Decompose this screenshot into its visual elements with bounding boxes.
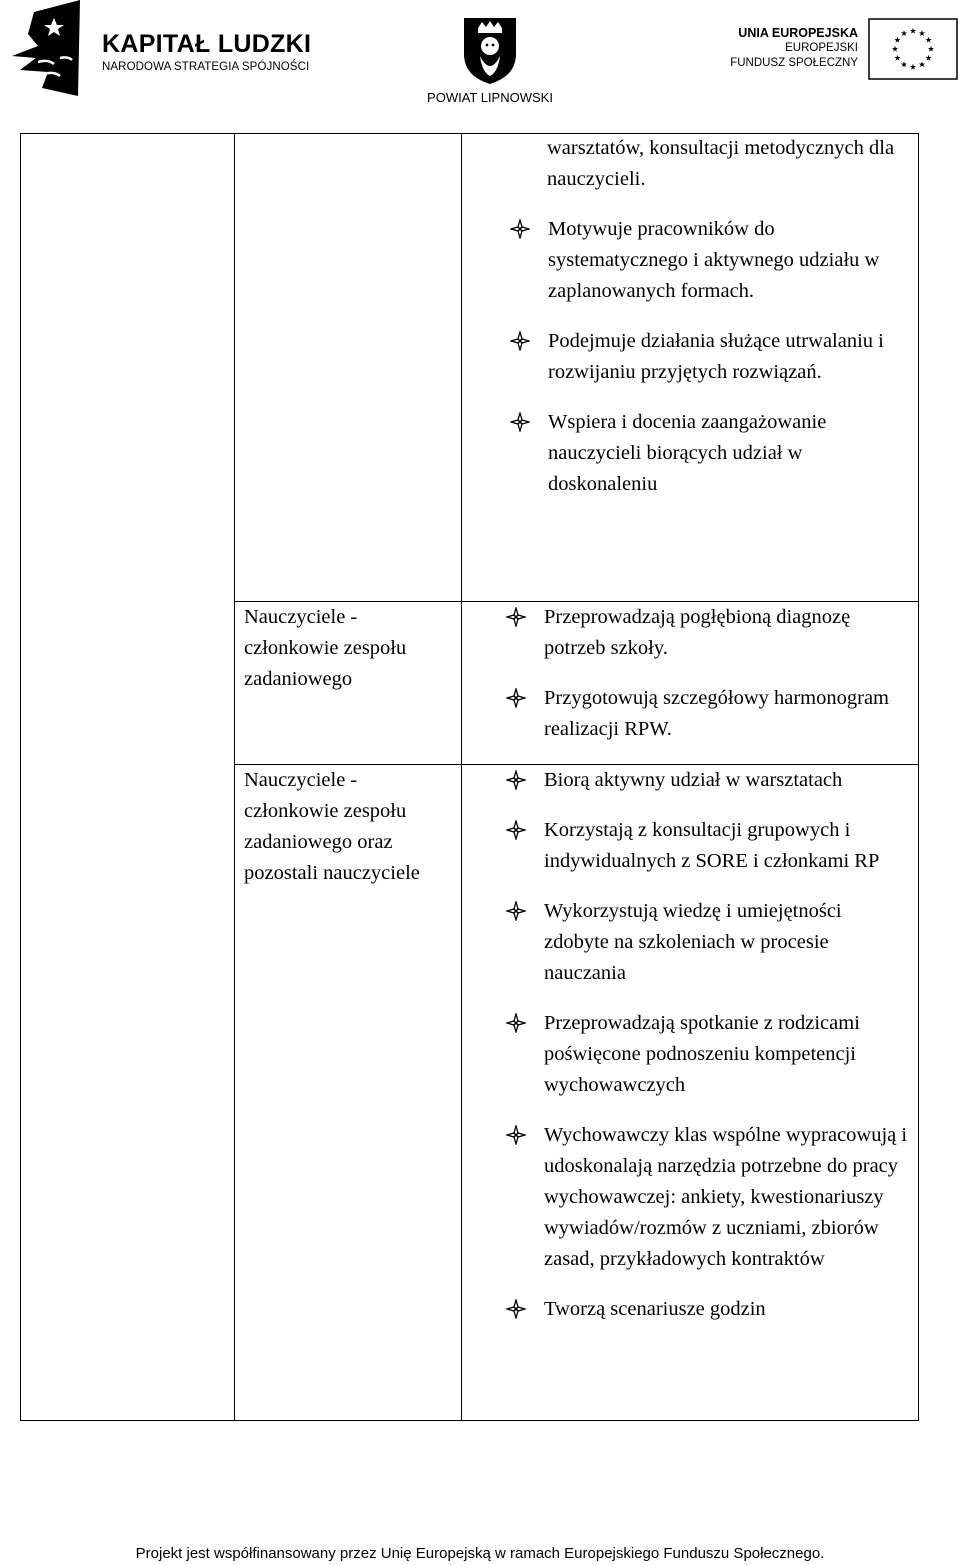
list-item-text: Biorą aktywny udział w warsztatach xyxy=(544,769,843,791)
list-item-text: Tworzą scenariusze godzin xyxy=(544,1298,766,1320)
row1-continuation xyxy=(510,133,910,195)
list-item-text: Podejmuje działania służące utrwalaniu i rozwijaniu przyjętych rozwiązań. xyxy=(548,330,884,383)
diamond-bullet-icon xyxy=(510,331,530,351)
list-item-text: Motywuje pracowników do systematycznego i aktywnego udziału w zaplanowanych formach. xyxy=(548,218,880,302)
table-column-divider-1 xyxy=(234,133,235,1421)
row2-bullet-list xyxy=(506,602,911,745)
list-item xyxy=(510,214,910,307)
diamond-bullet-icon xyxy=(506,1299,526,1319)
powiat-crest-icon xyxy=(462,16,518,86)
diamond-bullet-icon xyxy=(506,820,526,840)
list-item xyxy=(510,407,910,500)
diamond-bullet-icon xyxy=(506,1013,526,1033)
kapital-ludzki-logo xyxy=(8,0,312,100)
eu-title: UNIA EUROPEJSKA xyxy=(738,26,858,40)
diamond-bullet-icon xyxy=(506,901,526,921)
eu-flag-icon xyxy=(868,18,958,80)
diamond-bullet-icon xyxy=(506,1125,526,1145)
kapital-ludzki-subtitle: NARODOWA STRATEGIA SPÓJNOŚCI xyxy=(102,61,310,73)
list-item-text: Korzystają z konsultacji grupowych i indywidualnych z SORE i członkami RP xyxy=(544,819,880,872)
table-border-bottom xyxy=(20,1420,919,1421)
diamond-bullet-icon xyxy=(506,688,526,708)
row1-continuation-text: warsztatów, konsultacji metodycznych dla nauczycieli. xyxy=(547,137,895,190)
list-item-text: Wspiera i docenia zaangażowanie nauczycieli biorących udział w doskonaleniu xyxy=(548,411,827,495)
kapital-ludzki-logo-icon xyxy=(8,0,90,98)
diamond-bullet-icon xyxy=(510,219,530,239)
table-border-left xyxy=(20,133,21,1421)
list-item xyxy=(506,683,911,745)
row3-bullet-list xyxy=(506,765,911,1325)
list-item-text: Wykorzystują wiedzę i umiejętności zdobyte na szkoleniach w procesie nauczania xyxy=(544,900,842,984)
kapital-ludzki-title: KAPITAŁ LUDZKI xyxy=(102,30,312,58)
list-item-text: Przeprowadzają pogłębioną diagnozę potrzeb szkoły. xyxy=(544,606,851,659)
row2-who-cell: Nauczyciele - członkowie zespołu zadaniowego xyxy=(244,606,407,690)
diamond-bullet-icon xyxy=(510,412,530,432)
diamond-bullet-icon xyxy=(506,770,526,790)
list-item xyxy=(506,896,911,989)
list-item-text: Wychowawczy klas wspólne wypracowują i udoskonalają narzędzia potrzebne do pracy wychowawczej: ankiety, kwestionariuszy wywiadów/rozmów z uczniami, zbiorów zasad, przykładowych kontraktów xyxy=(544,1124,908,1270)
eu-text xyxy=(730,26,858,71)
list-item xyxy=(506,602,911,664)
row3-who-cell: Nauczyciele - członkowie zespołu zadaniowego oraz pozostali nauczyciele xyxy=(244,769,420,884)
table-column-divider-2 xyxy=(461,133,462,1421)
eu-line3: FUNDUSZ SPOŁECZNY xyxy=(730,57,858,69)
powiat-label: POWIAT LIPNOWSKI xyxy=(427,90,553,105)
powiat-logo xyxy=(420,10,560,110)
list-item xyxy=(506,1120,911,1275)
eu-logo xyxy=(730,18,960,88)
list-item xyxy=(506,1294,911,1325)
eu-line2: EUROPEJSKI xyxy=(785,42,858,54)
row1-bullet-list xyxy=(510,133,910,500)
list-item-text: Przygotowują szczegółowy harmonogram realizacji RPW. xyxy=(544,687,889,740)
table-border-right xyxy=(918,133,919,1421)
footer-note: Projekt jest współfinansowany przez Unię Europejską w ramach Europejskiego Funduszu Społecznego. xyxy=(135,1545,825,1562)
list-item xyxy=(506,1008,911,1101)
list-item xyxy=(510,326,910,388)
diamond-bullet-icon xyxy=(506,607,526,627)
list-item-text: Przeprowadzają spotkanie z rodzicami poświęcone podnoszeniu kompetencji wychowawczych xyxy=(544,1012,860,1096)
list-item xyxy=(506,765,911,796)
list-item xyxy=(506,815,911,877)
